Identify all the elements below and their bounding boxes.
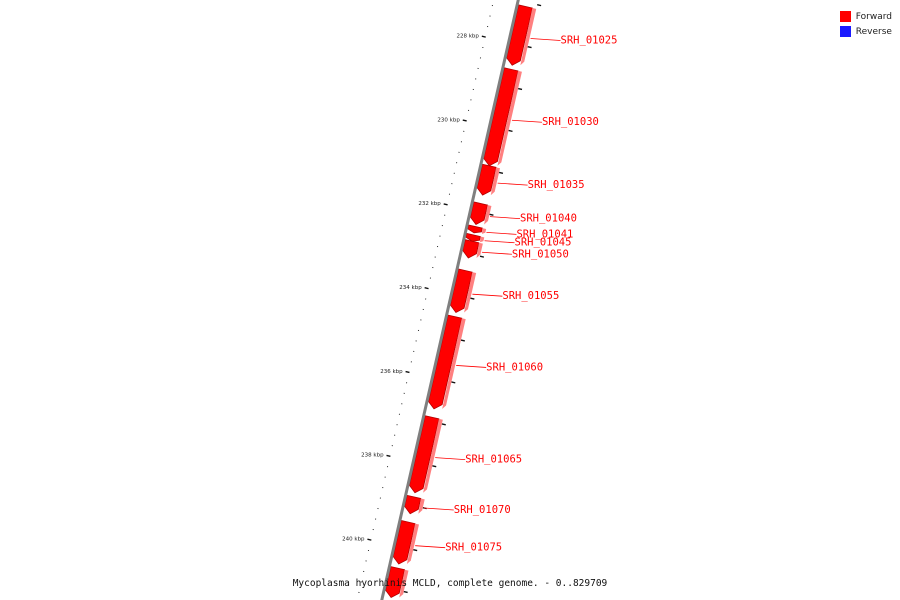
gene-SRH_01041[interactable] — [468, 225, 486, 234]
legend-item-forward — [840, 9, 892, 24]
gene-arrow[interactable] — [468, 225, 483, 233]
inner-tick — [490, 214, 494, 215]
gene-arrow[interactable] — [405, 495, 421, 513]
inner-tick — [432, 466, 436, 467]
tick-label: 240 kbp — [342, 536, 365, 543]
inner-tick — [518, 89, 522, 90]
gene-labels-layer — [415, 34, 617, 553]
inner-tick — [442, 424, 446, 425]
gene-SRH_01030[interactable] — [484, 68, 522, 166]
major-tick — [463, 120, 467, 121]
label-leader — [456, 365, 486, 367]
label-leader — [498, 183, 528, 185]
inner-tick — [451, 382, 455, 383]
major-tick — [482, 36, 486, 37]
major-tick — [444, 204, 448, 205]
gene-label: SRH_01041 — [516, 228, 574, 241]
gene-label: SRH_01050 — [511, 248, 569, 261]
legend-label-reverse: Reverse — [855, 26, 892, 37]
gene-SRH_01040[interactable] — [470, 202, 491, 225]
label-leader — [512, 120, 542, 122]
major-tick — [406, 372, 410, 373]
gene-shading — [482, 228, 486, 234]
major-tick — [425, 288, 429, 289]
gene-arrow[interactable] — [428, 315, 461, 409]
gene-label: SRH_01065 — [465, 453, 523, 466]
inner-tick — [461, 340, 465, 341]
inner-tick — [404, 592, 408, 593]
label-leader — [531, 38, 561, 40]
gene-label: SRH_01030 — [541, 116, 599, 129]
gene-label: SRH_01035 — [527, 179, 585, 192]
gene-SRH_01060[interactable] — [428, 315, 465, 409]
label-leader — [490, 217, 520, 219]
label-leader — [415, 546, 445, 548]
label-leader — [485, 241, 515, 243]
inner-tick — [413, 550, 417, 551]
gene-label: SRH_01060 — [486, 361, 544, 374]
genome-title: Mycoplasma hyorhinis MCLD, complete genome. - 0..829709 — [292, 578, 608, 589]
gene-shading — [480, 236, 484, 242]
gene-label: SRH_01025 — [560, 34, 618, 47]
label-leader — [486, 232, 516, 234]
gene-label: SRH_01040 — [520, 212, 577, 225]
inner-tick — [480, 256, 484, 257]
major-tick — [367, 539, 371, 540]
legend-item-reverse — [840, 24, 892, 39]
gene-SRH_01070[interactable] — [405, 495, 425, 513]
forward-swatch — [840, 11, 851, 22]
inner-tick — [470, 298, 474, 299]
tick-label: 232 kbp — [418, 201, 441, 208]
label-leader — [435, 458, 465, 460]
gene-arrow[interactable] — [463, 240, 479, 258]
gene-SRH_01050[interactable] — [463, 240, 483, 258]
label-leader — [472, 294, 502, 296]
gene-label: SRH_01055 — [502, 290, 560, 303]
label-leader — [424, 508, 454, 510]
tick-label: 238 kbp — [361, 452, 384, 459]
inner-tick — [528, 47, 532, 48]
gene-label: SRH_01075 — [445, 541, 503, 554]
tick-label: 236 kbp — [380, 368, 403, 375]
tick-label: 230 kbp — [437, 117, 460, 124]
reverse-swatch — [840, 26, 851, 37]
legend — [840, 9, 892, 39]
tick-label: 228 kbp — [456, 33, 479, 40]
gene-label: SRH_01070 — [453, 503, 511, 516]
legend-label-forward: Forward — [855, 11, 892, 22]
inner-tick — [537, 5, 541, 6]
inner-tick — [499, 172, 503, 173]
tick-label: 234 kbp — [399, 285, 422, 292]
label-leader — [482, 252, 512, 254]
inner-tick — [509, 130, 513, 131]
gene-label: SRH_01045 — [514, 236, 572, 249]
major-tick — [386, 455, 390, 456]
